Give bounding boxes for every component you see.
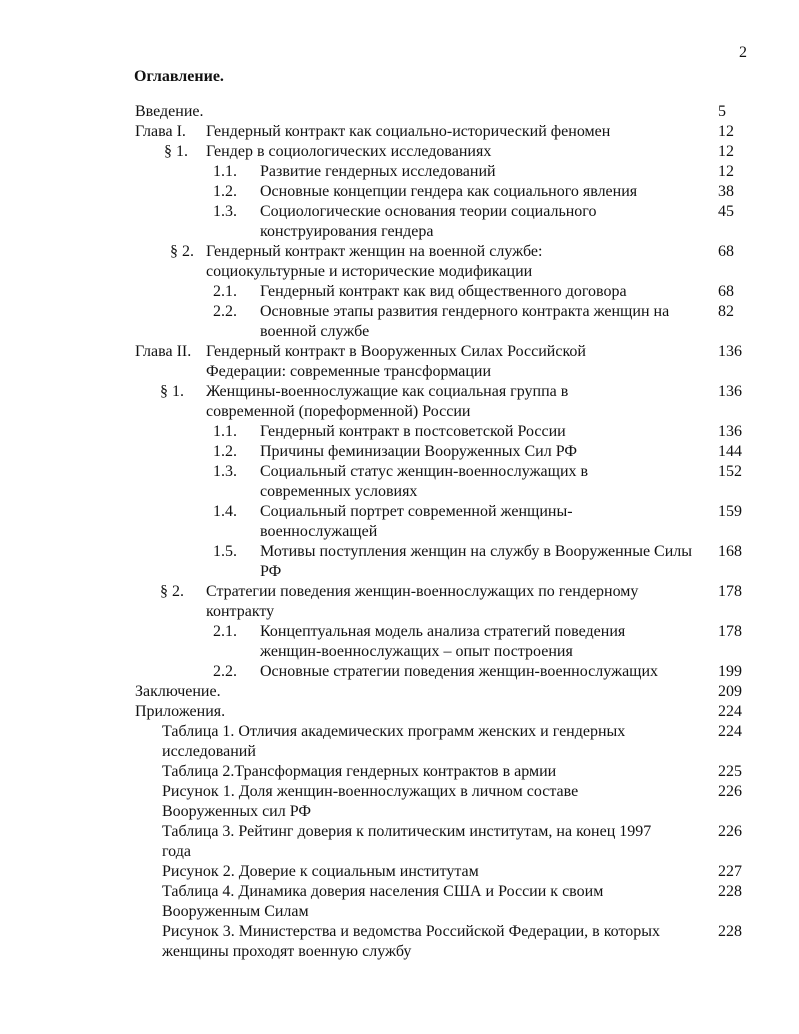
toc-entry-label: § 2.: [170, 243, 194, 260]
toc-entry-page: 12: [718, 123, 734, 140]
toc-entry-page: 136: [718, 423, 742, 440]
toc-entry-appendix-item: [0, 782, 799, 822]
toc-entry-appendix-item: [0, 862, 799, 882]
toc-entry-text: Заключение.: [135, 683, 221, 700]
toc-entry-label: § 2.: [160, 583, 184, 600]
toc-entry-subsection: [0, 282, 799, 302]
toc-entry-page: 152: [718, 463, 742, 480]
toc-entry-page: 224: [718, 723, 742, 740]
toc-entry-text: Рисунок 2. Доверие к социальным институтам: [162, 863, 479, 880]
toc-entry-text: Таблица 3. Рейтинг доверия к политическим институтам, на конец 1997 года: [162, 823, 652, 860]
toc-entry-page: 226: [718, 783, 742, 800]
toc-entry-page: 168: [718, 543, 742, 560]
toc-entry-label: 1.3.: [213, 203, 237, 220]
toc-entry-section: [0, 382, 799, 422]
toc-entry-page: 45: [718, 203, 734, 220]
toc-entry-text: Гендерный контракт как социально-исторический феномен: [206, 123, 611, 140]
toc-entry-chapter-2: [0, 342, 799, 382]
page-number: 2: [739, 44, 747, 61]
toc-entry-label: 2.2.: [213, 303, 237, 320]
toc-entry-label: Глава II.: [135, 343, 192, 360]
toc-entry-text: Социальный статус женщин-военнослужащих в современных условиях: [260, 463, 589, 500]
toc-entry-text: Социологические основания теории социального конструирования гендера: [260, 203, 597, 240]
toc-entry-page: 82: [718, 303, 734, 320]
toc-entry-label: 1.1.: [213, 163, 237, 180]
toc-entry-text: Основные концепции гендера как социального явления: [260, 183, 638, 200]
toc-entry-introduction: [0, 102, 799, 122]
toc-title: Оглавление.: [134, 68, 224, 85]
toc-entry-text: Гендерный контракт как вид общественного договора: [260, 283, 627, 300]
toc-entry-subsection: [0, 422, 799, 442]
toc-entry-text: Рисунок 3. Министерства и ведомства Российской Федерации, в которых женщины проходят военную службу: [162, 923, 660, 960]
toc-entry-label: Глава I.: [135, 123, 186, 140]
toc-entry-subsection: [0, 462, 799, 502]
toc-entry-text: Таблица 4. Динамика доверия населения США и России к своим Вооруженным Силам: [162, 883, 604, 920]
toc-entry-page: 178: [718, 583, 742, 600]
toc-entry-page: 136: [718, 343, 742, 360]
toc-entry-text: Введение.: [135, 103, 204, 120]
toc-entry-text: Стратегии поведения женщин-военнослужащих по гендерному контракту: [206, 583, 639, 620]
toc-entry-subsection: [0, 162, 799, 182]
toc-entry-page: 227: [718, 863, 742, 880]
toc-entry-page: 199: [718, 663, 742, 680]
toc-entry-label: § 1.: [160, 383, 184, 400]
toc-entry-text: Гендер в социологических исследованиях: [206, 143, 492, 160]
toc-entry-label: § 1.: [164, 143, 188, 160]
toc-entry-text: Причины феминизации Вооруженных Сил РФ: [260, 443, 577, 460]
toc-entry-text: Мотивы поступления женщин на службу в Вооруженные Силы РФ: [260, 543, 693, 580]
toc-entry-label: 1.2.: [213, 443, 237, 460]
toc-entry-section: [0, 142, 799, 162]
toc-entry-subsection: [0, 442, 799, 462]
toc-entry-subsection: [0, 302, 799, 342]
toc-entry-page: 226: [718, 823, 742, 840]
toc-entry-page: 159: [718, 503, 742, 520]
toc-entry-appendix-item: [0, 922, 799, 962]
toc-entry-text: Концептуальная модель анализа стратегий поведения женщин-военнослужащих – опыт построения: [260, 623, 626, 660]
toc-entry-text: Таблица 1. Отличия академических программ женских и гендерных исследований: [162, 723, 626, 760]
toc-entry-label: 1.5.: [213, 543, 237, 560]
toc-entry-label: 2.2.: [213, 663, 237, 680]
toc-entry-chapter-1: [0, 122, 799, 142]
toc-entry-page: 136: [718, 383, 742, 400]
toc-entry-text: Гендерный контракт в Вооруженных Силах Российской Федерации: современные трансформации: [206, 343, 586, 380]
toc-entry-subsection: [0, 542, 799, 582]
toc-entry-page: 228: [718, 883, 742, 900]
toc-entry-label: 1.4.: [213, 503, 237, 520]
toc-entry-label: 2.1.: [213, 283, 237, 300]
toc-entry-label: 2.1.: [213, 623, 237, 640]
toc-entry-text: Женщины-военнослужащие как социальная группа в современной (пореформенной) России: [206, 383, 569, 420]
table-of-contents: [0, 102, 799, 962]
toc-entry-label: 1.2.: [213, 183, 237, 200]
toc-entry-page: 225: [718, 763, 742, 780]
toc-entry-page: 209: [718, 683, 742, 700]
toc-entry-subsection: [0, 202, 799, 242]
toc-entry-text: Рисунок 1. Доля женщин-военнослужащих в личном составе Вооруженных сил РФ: [162, 783, 579, 820]
toc-entry-subsection: [0, 622, 799, 662]
toc-entry-appendix-item: [0, 822, 799, 862]
toc-entry-subsection: [0, 182, 799, 202]
toc-entry-subsection: [0, 502, 799, 542]
toc-entry-page: 38: [718, 183, 734, 200]
toc-entry-conclusion: [0, 682, 799, 702]
toc-entry-text: Гендерный контракт женщин на военной службе: социокультурные и исторические модификации: [206, 243, 543, 280]
toc-entry-text: Таблица 2.Трансформация гендерных контрактов в армии: [162, 763, 557, 780]
toc-entry-subsection: [0, 662, 799, 682]
toc-entry-page: 5: [718, 103, 726, 120]
toc-entry-label: 1.3.: [213, 463, 237, 480]
toc-entry-section: [0, 582, 799, 622]
toc-entry-page: 178: [718, 623, 742, 640]
toc-entry-appendix-item: [0, 762, 799, 782]
toc-entry-label: 1.1.: [213, 423, 237, 440]
toc-entry-page: 12: [718, 163, 734, 180]
toc-entry-page: 68: [718, 283, 734, 300]
toc-entry-appendix-item: [0, 882, 799, 922]
toc-entry-appendices: [0, 702, 799, 722]
toc-entry-section: [0, 242, 799, 282]
toc-entry-page: 144: [718, 443, 742, 460]
toc-entry-page: 68: [718, 243, 734, 260]
toc-entry-text: Основные этапы развития гендерного контракта женщин на военной службе: [260, 303, 670, 340]
toc-entry-text: Социальный портрет современной женщины-военнослужащей: [260, 503, 573, 540]
toc-entry-appendix-item: [0, 722, 799, 762]
toc-entry-page: 228: [718, 923, 742, 940]
toc-entry-page: 12: [718, 143, 734, 160]
toc-entry-text: Развитие гендерных исследований: [260, 163, 496, 180]
toc-entry-text: Приложения.: [135, 703, 226, 720]
toc-entry-page: 224: [718, 703, 742, 720]
toc-entry-text: Основные стратегии поведения женщин-военнослужащих: [260, 663, 659, 680]
toc-entry-text: Гендерный контракт в постсоветской России: [260, 423, 566, 440]
